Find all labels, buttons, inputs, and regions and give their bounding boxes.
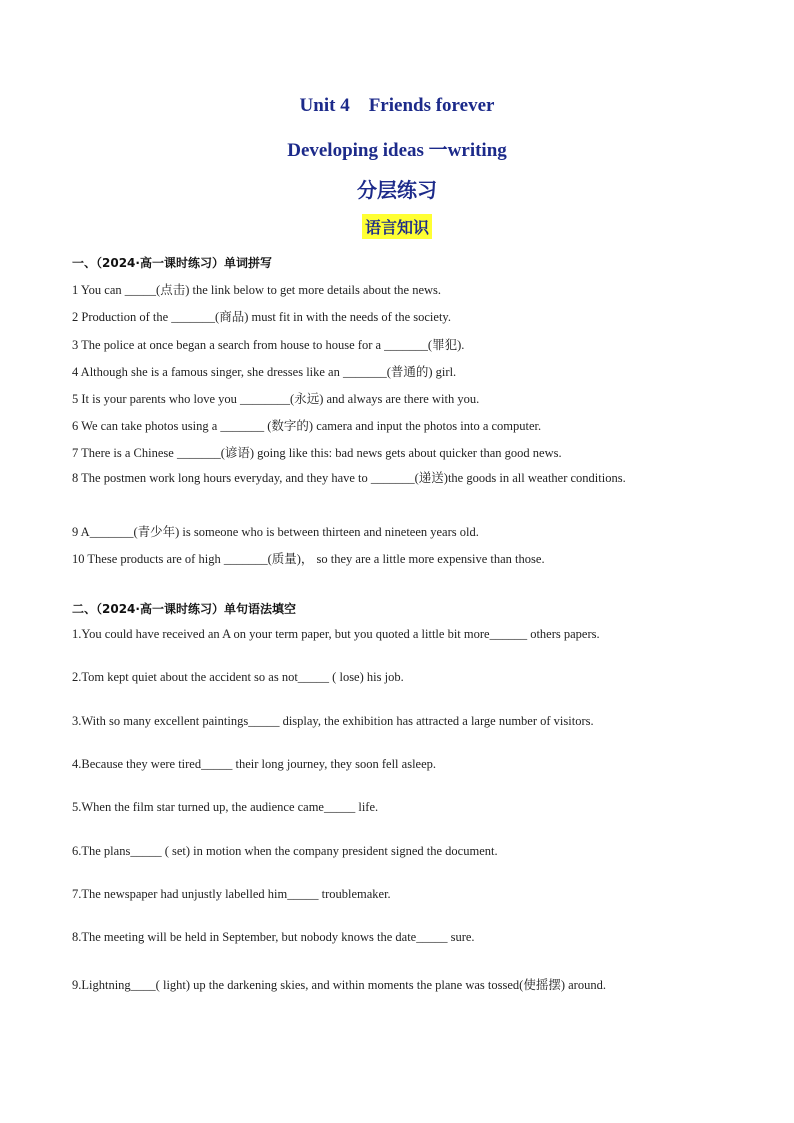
s1-item-8: 8 The postmen work long hours everyday, and they have to _______(递送)the goods in all weather conditions. <box>72 471 626 485</box>
s1-item-3: 3 The police at once began a search from house to house for a _______(罪犯). <box>72 338 465 352</box>
s2-item-7: 7.The newspaper had unjustly labelled him_____ troublemaker. <box>72 887 391 901</box>
lesson-subtitle: Developing ideas 一writing <box>287 140 507 161</box>
section-badge: 语言知识 <box>362 214 432 239</box>
s2-item-4: 4.Because they were tired_____ their long journey, they soon fell asleep. <box>72 757 437 771</box>
s1-item-9: 9 A_______(青少年) is someone who is between thirteen and nineteen years old. <box>72 525 479 539</box>
s2-item-3: 3.With so many excellent paintings_____ display, the exhibition has attracted a large number of visitors. <box>72 714 594 728</box>
s1-item-5: 5 It is your parents who love you ________(永远) and always are there with you. <box>72 392 480 406</box>
s1-item-2: 2 Production of the _______(商品) must fit in with the needs of the society. <box>72 310 451 324</box>
practice-title: 分层练习 <box>357 178 437 202</box>
section-1-heading: 一、（2024·高一课时练习）单词拼写 <box>72 256 272 270</box>
s2-item-9: 9.Lightning____( light) up the darkening skies, and within moments the plane was tossed(使摇摆) around. <box>72 978 606 992</box>
s1-item-6: 6 We can take photos using a _______ (数字的) camera and input the photos into a computer. <box>72 419 542 433</box>
s2-item-6: 6.The plans_____ ( set) in motion when the company president signed the document. <box>72 844 498 858</box>
s1-item-7: 7 There is a Chinese _______(谚语) going like this: bad news gets about quicker than good news. <box>72 446 562 460</box>
s1-item-1: 1 You can _____(点击) the link below to get more details about the news. <box>72 283 442 297</box>
s2-item-8: 8.The meeting will be held in September, but nobody knows the date_____ sure. <box>72 930 475 944</box>
s2-item-1: 1.You could have received an A on your term paper, but you quoted a little bit more______ others papers. <box>72 627 600 641</box>
section-2-heading: 二、（2024·高一课时练习）单句语法填空 <box>72 602 296 616</box>
unit-title: Unit 4 Friends forever <box>299 95 495 116</box>
s1-item-4: 4 Although she is a famous singer, she dresses like an _______(普通的) girl. <box>72 365 457 379</box>
s2-item-5: 5.When the film star turned up, the audience came_____ life. <box>72 800 379 814</box>
badge-container <box>0 214 794 239</box>
s1-item-10: 10 These products are of high _______(质量)， so they are a little more expensive than those. <box>72 552 545 566</box>
s2-item-2: 2.Tom kept quiet about the accident so as not_____ ( lose) his job. <box>72 670 404 684</box>
